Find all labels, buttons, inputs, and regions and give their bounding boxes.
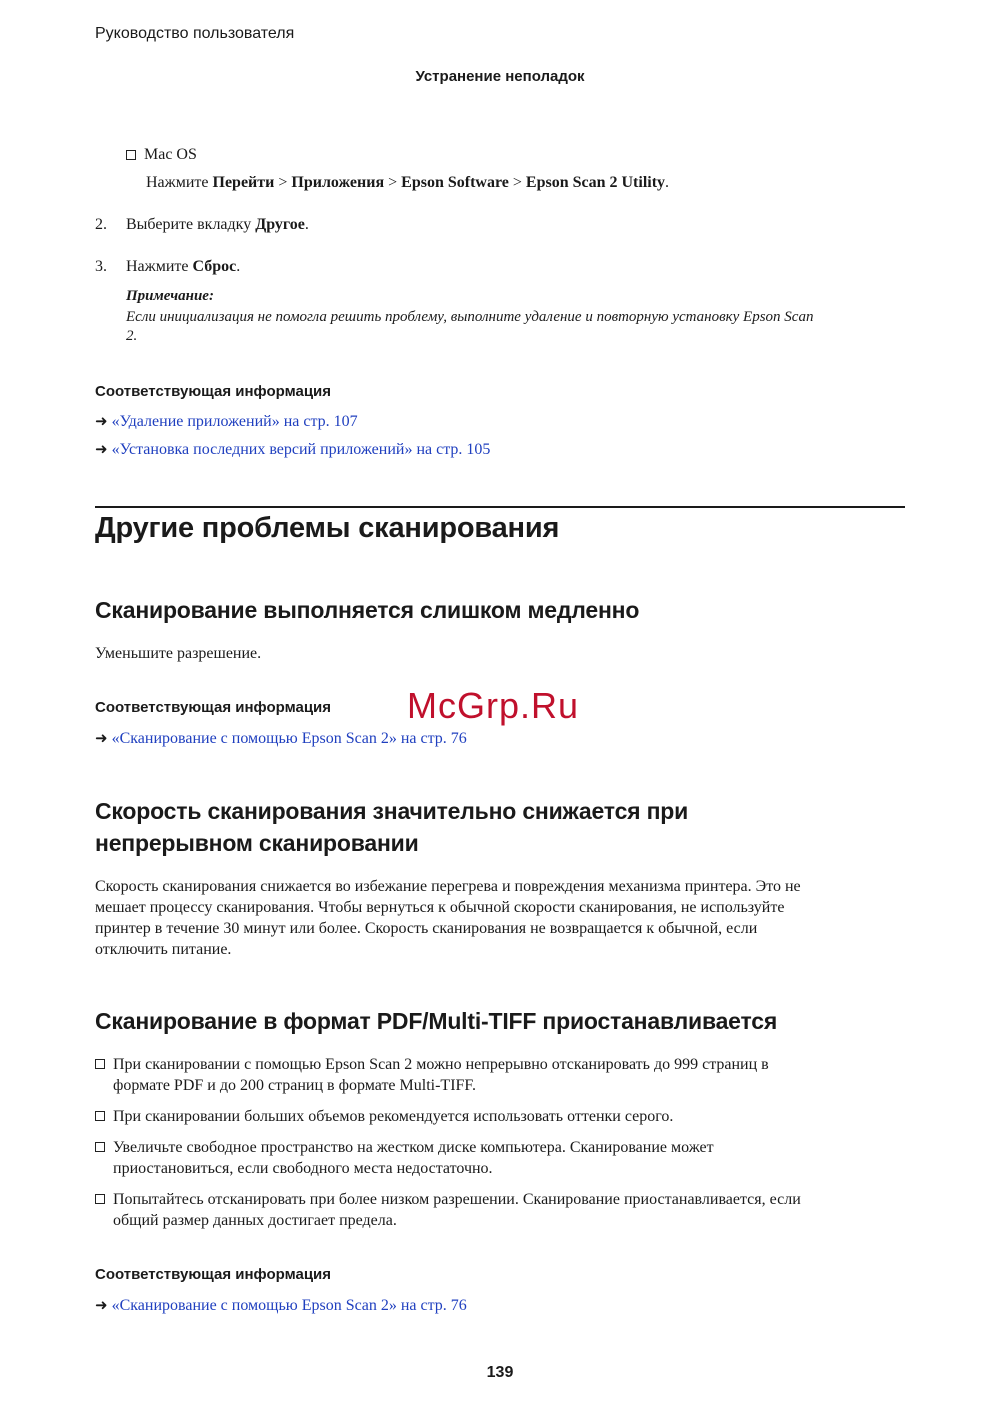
- section-header: Устранение неполадок: [415, 68, 585, 85]
- related-info-title: Соответствующая информация: [95, 1266, 332, 1283]
- note-text: [126, 308, 906, 346]
- related-link-item: [95, 439, 490, 461]
- paragraph-line: Скорость сканирования снижается во избежание перегрева и повреждения механизма принтера. Это не: [95, 878, 801, 895]
- text: .: [236, 258, 241, 275]
- list-line: При сканировании больших объемов рекомендуется использовать оттенки серого.: [113, 1108, 674, 1125]
- paragraph-line: принтер в течение 30 минут или более. Скорость сканирования не возвращается к обычной, если: [95, 920, 758, 937]
- watermark: McGrp.Ru: [407, 685, 580, 726]
- text: >: [274, 174, 292, 191]
- arrow-right-icon: ➜: [95, 442, 108, 458]
- list-line: общий размер данных достигает предела.: [113, 1212, 397, 1229]
- list-item: [95, 1189, 905, 1231]
- note-line: 2.: [126, 328, 138, 344]
- list-line: приостановиться, если свободного места недостаточно.: [113, 1160, 493, 1177]
- related-link[interactable]: «Сканирование с помощью Epson Scan 2» на стр. 76: [111, 730, 467, 747]
- related-link[interactable]: «Сканирование с помощью Epson Scan 2» на стр. 76: [111, 1297, 467, 1314]
- text: >: [508, 174, 526, 191]
- list-line: Увеличьте свободное пространство на жестком диске компьютера. Сканирование может: [113, 1139, 714, 1156]
- step-3: [126, 256, 240, 277]
- list-item: [95, 1054, 905, 1096]
- text: .: [665, 174, 670, 191]
- continuous-scan-text: [95, 876, 905, 960]
- chapter-divider: [95, 506, 905, 508]
- step-2: [126, 214, 309, 235]
- related-link-item: [95, 728, 467, 750]
- paragraph-line: отключить питание.: [95, 941, 232, 958]
- paragraph-line: мешает процессу сканирования. Чтобы вернуться к обычной скорости сканирования, не используйте: [95, 899, 785, 916]
- continuous-scan-heading: [95, 795, 688, 859]
- text: >: [384, 174, 402, 191]
- slow-scan-heading: Сканирование выполняется слишком медленно: [95, 597, 640, 623]
- heading-line: Скорость сканирования значительно снижается при: [95, 798, 689, 824]
- text: Нажмите: [146, 174, 213, 191]
- checkbox-bullet-icon: [95, 1059, 105, 1069]
- checkbox-bullet-icon: [126, 150, 136, 160]
- related-info-title: Соответствующая информация: [95, 699, 332, 716]
- related-link-item: [95, 1295, 467, 1317]
- note-title: Примечание:: [126, 288, 214, 304]
- checkbox-bullet-icon: [95, 1142, 105, 1152]
- text: Выберите вкладку: [126, 216, 256, 233]
- slow-scan-text: Уменьшите разрешение.: [95, 645, 262, 662]
- step-2-number: 2.: [95, 216, 107, 233]
- related-link[interactable]: «Установка последних версий приложений» на стр. 105: [111, 441, 491, 458]
- chapter-title: Другие проблемы сканирования: [95, 512, 560, 544]
- running-header: Руководство пользователя: [95, 25, 295, 42]
- list-line: Попытайтесь отсканировать при более низком разрешении. Сканирование приостанавливается, если: [113, 1191, 801, 1208]
- mac-os-item: [126, 144, 197, 165]
- ui-term: Epson Software: [401, 174, 509, 191]
- note-line: Если инициализация не помогла решить проблему, выполните удаление и повторную установку Epson Scan: [126, 309, 814, 325]
- arrow-right-icon: ➜: [95, 731, 108, 747]
- arrow-right-icon: ➜: [95, 414, 108, 430]
- mac-os-instruction: [146, 172, 669, 193]
- heading-line: непрерывном сканировании: [95, 830, 419, 856]
- page-number: 139: [486, 1364, 514, 1381]
- step-3-number: 3.: [95, 258, 107, 275]
- list-line: При сканировании с помощью Epson Scan 2 можно непрерывно отсканировать до 999 страниц в: [113, 1056, 769, 1073]
- related-info-title: Соответствующая информация: [95, 383, 332, 400]
- ui-term: Перейти: [212, 174, 275, 191]
- list-line: формате PDF и до 200 страниц в формате Multi-TIFF.: [113, 1077, 477, 1094]
- pdf-tiff-heading: Сканирование в формат PDF/Multi-TIFF приостанавливается: [95, 1008, 778, 1034]
- arrow-right-icon: ➜: [95, 1298, 108, 1314]
- ui-term: Другое: [255, 216, 305, 233]
- ui-term: Приложения: [291, 174, 385, 191]
- list-item: [95, 1137, 905, 1179]
- related-link[interactable]: «Удаление приложений» на стр. 107: [111, 413, 358, 430]
- pdf-tiff-bullets: [95, 1054, 905, 1231]
- ui-term: Сброс: [192, 258, 237, 275]
- text: Нажмите: [126, 258, 193, 275]
- ui-term: Epson Scan 2 Utility: [525, 174, 666, 191]
- related-link-item: [95, 411, 358, 433]
- text: .: [304, 216, 309, 233]
- checkbox-bullet-icon: [95, 1194, 105, 1204]
- list-item: [95, 1106, 905, 1127]
- mac-os-label: Mac OS: [144, 146, 197, 163]
- checkbox-bullet-icon: [95, 1111, 105, 1121]
